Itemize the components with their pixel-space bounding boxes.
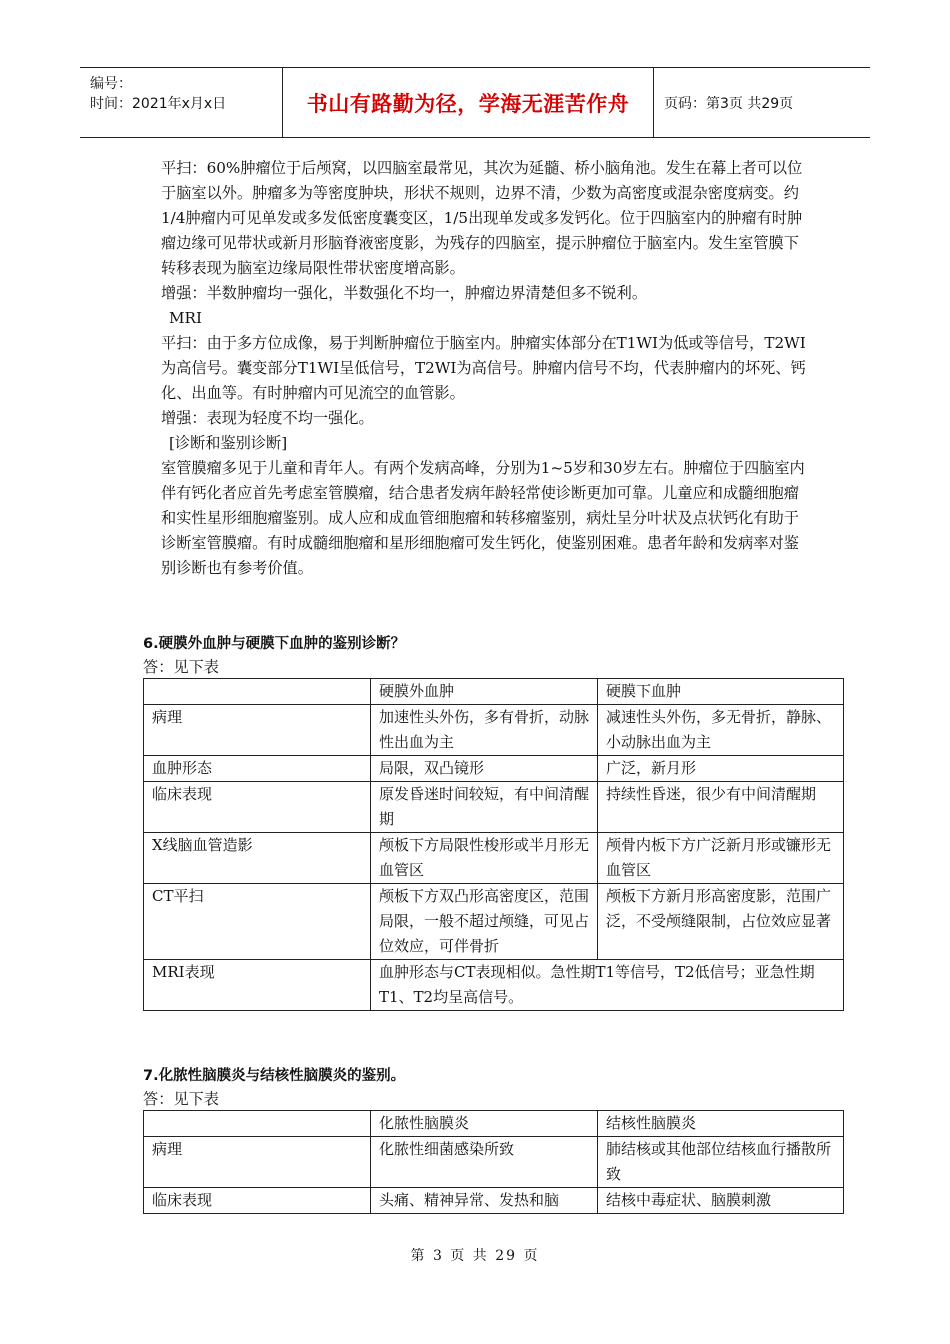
table-header-row bbox=[144, 679, 844, 705]
header-motto: 书山有路勤为径，学海无涯苦作舟 bbox=[282, 68, 654, 137]
table-cell: 临床表现 bbox=[144, 782, 371, 833]
body-text bbox=[161, 156, 811, 581]
table-cell: 肺结核或其他部位结核血行播散所致 bbox=[598, 1137, 844, 1188]
table-header-cell: 化脓性脑膜炎 bbox=[371, 1111, 598, 1137]
table-header-cell: 结核性脑膜炎 bbox=[598, 1111, 844, 1137]
table-cell: 持续性昏迷，很少有中间清醒期 bbox=[598, 782, 844, 833]
table-cell: 颅骨内板下方广泛新月形或镰形无血管区 bbox=[598, 833, 844, 884]
paragraph-diagnosis: 室管膜瘤多见于儿童和青年人。有两个发病高峰，分别为1~5岁和30岁左右。肿瘤位于四脑室内伴有钙化者应首先考虑室管膜瘤，结合患者发病年龄轻常使诊断更加可靠。儿童应和成髓细胞瘤和实性星形细胞瘤鉴别。成人应和成血管细胞瘤和转移瘤鉴别，病灶呈分叶状及点状钙化有助于诊断室管膜瘤。有时成髓细胞瘤和星形细胞瘤可发生钙化，使鉴别困难。患者年龄和发病率对鉴别诊断也有参考价值。 bbox=[161, 459, 805, 577]
table-row bbox=[144, 782, 844, 833]
table-cell: 头痛、精神异常、发热和脑 bbox=[371, 1188, 598, 1214]
table-cell: 血肿形态 bbox=[144, 756, 371, 782]
page-footer: 第 3 页 共 29 页 bbox=[410, 1248, 540, 1264]
question-7-title: 7.化脓性脑膜炎与结核性脑膜炎的鉴别。 bbox=[143, 1068, 406, 1084]
paragraph-mri-plain: 平扫：由于多方位成像，易于判断肿瘤位于脑室内。肿瘤实体部分在T1WI为低或等信号，T2WI为高信号。囊变部分T1WI呈低信号，T2WI为高信号。肿瘤内信号不均，代表肿瘤内的坏死、钙化、出血等。有时肿瘤内可见流空的血管影。 bbox=[161, 334, 806, 402]
header-page-label: 页码：第3页 共29页 bbox=[664, 95, 794, 112]
table-header-cell bbox=[144, 1111, 371, 1137]
paragraph-diagnosis-heading: [诊断和鉴别诊断] bbox=[169, 434, 288, 452]
table-row bbox=[144, 833, 844, 884]
table-row bbox=[144, 884, 844, 960]
table-cell: 局限，双凸镜形 bbox=[371, 756, 598, 782]
table-cell-merged: 血肿形态与CT表现相似。急性期T1等信号，T2低信号；亚急性期T1、T2均呈高信号。 bbox=[371, 960, 844, 1011]
table-cell: 颅板下方新月形高密度影，范围广泛，不受颅缝限制，占位效应显著 bbox=[598, 884, 844, 960]
table-cell: 结核中毒症状、脑膜刺激 bbox=[598, 1188, 844, 1214]
table-cell: CT平扫 bbox=[144, 884, 371, 960]
paragraph-ct-plain: 平扫：60%肿瘤位于后颅窝，以四脑室最常见，其次为延髓、桥小脑角池。发生在幕上者可以位于脑室以外。肿瘤多为等密度肿块，形状不规则，边界不清，少数为高密度或混杂密度病变。约1/4肿瘤内可见单发或多发低密度囊变区，1/5出现单发或多发钙化。位于四脑室内的肿瘤有时肿瘤边缘可见带状或新月形脑脊液密度影，为残存的四脑室，提示肿瘤位于脑室内。发生室管膜下转移表现为脑室边缘局限性带状密度增高影。 bbox=[161, 159, 803, 277]
table-cell: X线脑血管造影 bbox=[144, 833, 371, 884]
table-header-cell: 硬膜外血肿 bbox=[371, 679, 598, 705]
table-cell: 病理 bbox=[144, 705, 371, 756]
table-cell: 化脓性细菌感染所致 bbox=[371, 1137, 598, 1188]
hematoma-comparison-table bbox=[143, 678, 844, 1011]
table-header-row bbox=[144, 1111, 844, 1137]
table-cell: MRI表现 bbox=[144, 960, 371, 1011]
question-7-answer: 答：见下表 bbox=[143, 1090, 219, 1108]
doc-time-label: 时间：2021年x月x日 bbox=[90, 96, 227, 112]
page-header bbox=[80, 67, 870, 138]
question-6-section bbox=[143, 632, 843, 1011]
paragraph-ct-enhanced: 增强：半数肿瘤均一强化，半数强化不均一，肿瘤边界清楚但多不锐利。 bbox=[161, 284, 647, 302]
question-7-section bbox=[143, 1064, 843, 1214]
question-6-title: 6.硬膜外血肿与硬膜下血肿的鉴别诊断？ bbox=[143, 636, 406, 652]
table-cell: 原发昏迷时间较短，有中间清醒期 bbox=[371, 782, 598, 833]
table-cell: 广泛，新月形 bbox=[598, 756, 844, 782]
question-6-answer: 答：见下表 bbox=[143, 658, 219, 676]
paragraph-mri-enhanced: 增强：表现为轻度不均一强化。 bbox=[161, 409, 374, 427]
table-cell: 病理 bbox=[144, 1137, 371, 1188]
table-cell: 减速性头外伤，多无骨折，静脉、小动脉出血为主 bbox=[598, 705, 844, 756]
table-row bbox=[144, 1137, 844, 1188]
table-cell: 颅板下方局限性梭形或半月形无血管区 bbox=[371, 833, 598, 884]
table-row bbox=[144, 1188, 844, 1214]
doc-number-label: 编号： bbox=[90, 76, 132, 92]
table-row bbox=[144, 756, 844, 782]
table-header-cell: 硬膜下血肿 bbox=[598, 679, 844, 705]
table-row bbox=[144, 705, 844, 756]
paragraph-mri-heading: MRI bbox=[169, 309, 202, 327]
table-cell: 加速性头外伤，多有骨折，动脉性出血为主 bbox=[371, 705, 598, 756]
table-header-cell bbox=[144, 679, 371, 705]
table-cell: 颅板下方双凸形高密度区，范围局限，一般不超过颅缝，可见占位效应，可伴骨折 bbox=[371, 884, 598, 960]
header-meta bbox=[80, 68, 282, 137]
meningitis-comparison-table bbox=[143, 1110, 844, 1214]
table-cell: 临床表现 bbox=[144, 1188, 371, 1214]
table-row bbox=[144, 960, 844, 1011]
